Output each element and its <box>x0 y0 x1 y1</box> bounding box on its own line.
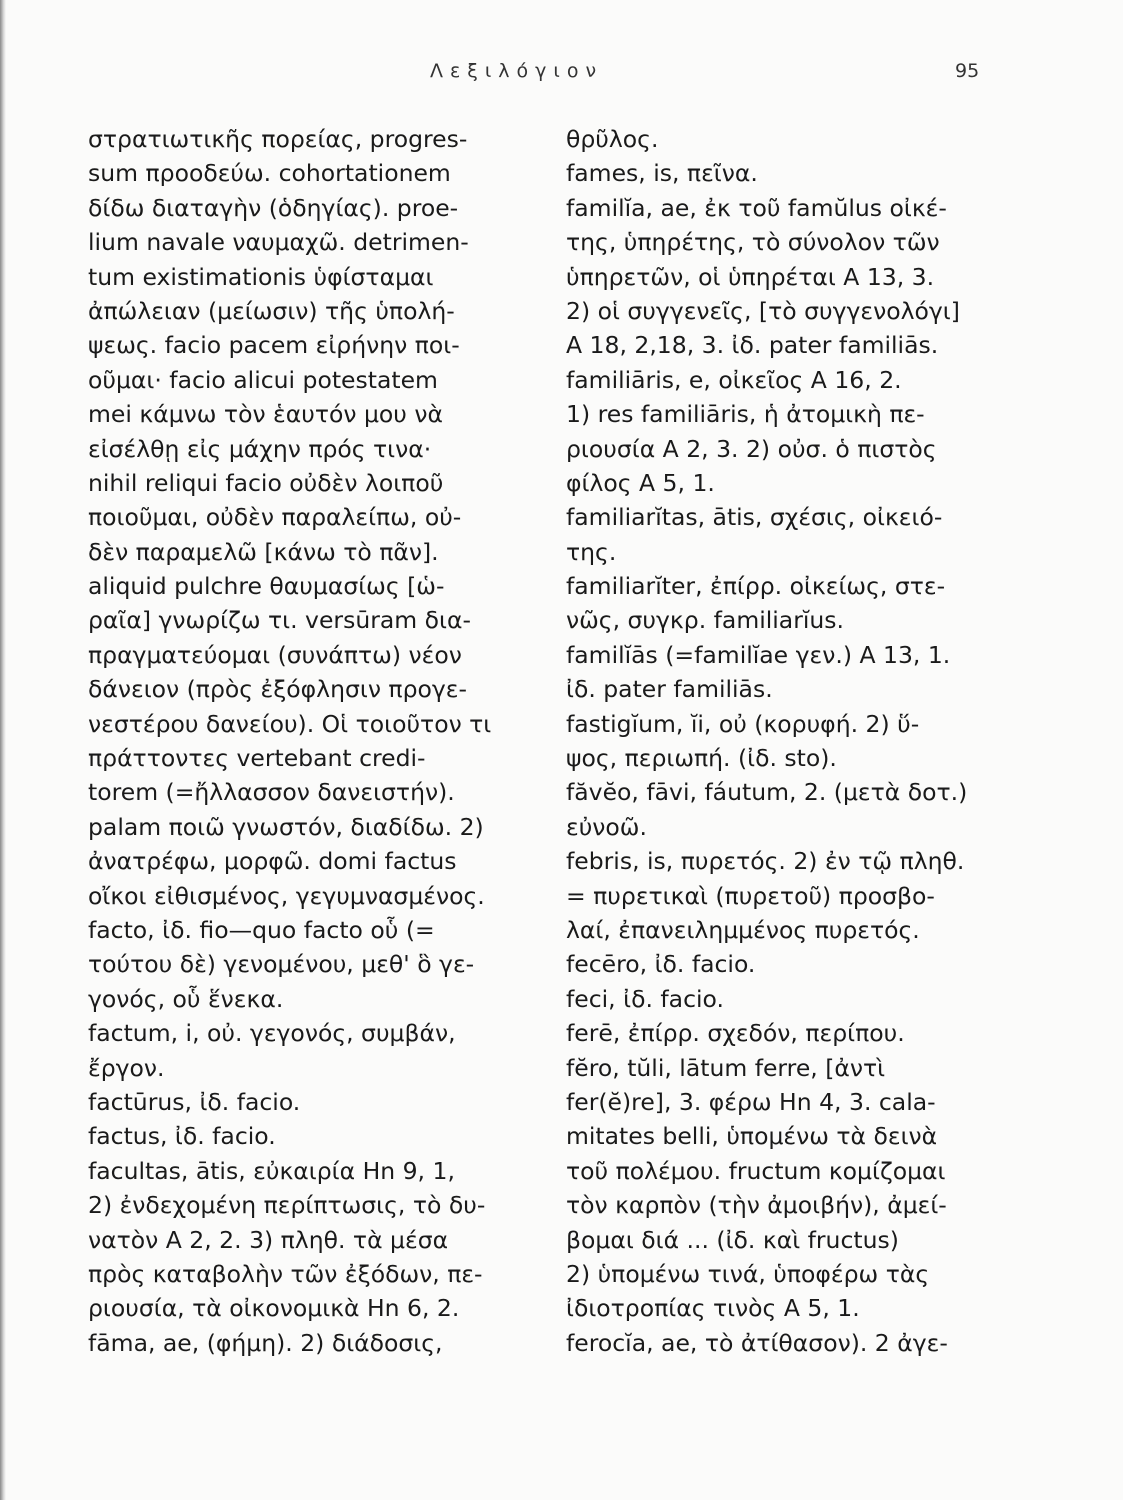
text-line: ὑπηρετῶν, οἱ ὑπηρέται A 13, 3. <box>566 262 935 291</box>
text-line: făvĕo, fāvi, fáutum, 2. (μετὰ δοτ.) <box>566 778 968 807</box>
text-line: πράττοντες vertebant credi- <box>88 744 426 773</box>
text-line: factum, i, οὐ. γεγονός, συμβάν, <box>88 1019 456 1048</box>
right-column <box>566 122 996 1360</box>
text-line: τοῦ πολέμου. fructum κομίζομαι <box>566 1156 946 1185</box>
text-line: factus, ἰδ. facio. <box>88 1122 276 1151</box>
text-line: febris, is, πυρετός. 2) ἐν τῷ πληθ. <box>566 847 965 876</box>
text-line: νεστέρου δανείου). Οἱ τοιοῦτον τι <box>88 709 492 738</box>
text-line: ψεως. facio pacem εἰρήνην ποι- <box>88 331 460 360</box>
text-line: nihil reliqui facio οὐδὲν λοιποῦ <box>88 468 444 497</box>
text-line: ραῖα] γνωρίζω τι. versūram δια- <box>88 606 471 635</box>
text-line: 1) res familiāris, ἡ ἀτομικὴ πε- <box>566 400 925 429</box>
text-line: φίλος A 5, 1. <box>566 468 715 497</box>
text-line: fer(ĕ)re], 3. φέρω Hn 4, 3. cala- <box>566 1087 936 1116</box>
text-line: ferocĭa, ae, τὸ ἀτίθασον). 2 ἀγε- <box>566 1328 948 1357</box>
text-line: facto, ἰδ. fio—quo facto οὗ (= <box>88 915 435 944</box>
text-line: ἰδιοτροπίας τινὸς A 5, 1. <box>566 1294 860 1323</box>
page-edge-shadow <box>0 0 6 1500</box>
text-line: ἀνατρέφω, μορφῶ. domi factus <box>88 847 457 876</box>
text-line: νῶς, συγκρ. familiarĭus. <box>566 606 844 635</box>
text-line: facultas, ātis, εὐκαιρία Hn 9, 1, <box>88 1156 455 1185</box>
running-head-title: Λεξιλόγιον <box>430 60 604 82</box>
text-line: familĭa, ae, ἐκ τοῦ famŭlus οἰκέ- <box>566 193 947 222</box>
text-line: ἰδ. pater familiās. <box>566 675 773 704</box>
text-line: fames, is, πεῖνα. <box>566 159 758 188</box>
text-line: aliquid pulchre θαυμασίως [ὡ- <box>88 572 445 601</box>
text-line: 2) ὑπομένω τινά, ὑποφέρω τὰς <box>566 1259 930 1288</box>
text-line: 2) ἐνδεχομένη περίπτωσις, τὸ δυ- <box>88 1191 486 1220</box>
text-line: ἔργον. <box>88 1053 165 1082</box>
text-line: βομαι διά ... (ἰδ. καὶ fructus) <box>566 1225 899 1254</box>
text-line: ferē, ἐπίρρ. σχεδόν, περίπου. <box>566 1019 905 1048</box>
text-line: fastigĭum, ĭi, οὐ (κορυφή. 2) ὕ- <box>566 709 920 738</box>
text-line: fecēro, ἰδ. facio. <box>566 950 756 979</box>
text-line: torem (=ἤλλασσον δανειστήν). <box>88 778 455 807</box>
text-line: ποιοῦμαι, οὐδὲν παραλείπω, οὐ- <box>88 503 462 532</box>
text-line: της, ὑπηρέτης, τὸ σύνολον τῶν <box>566 228 940 257</box>
text-line: mei κάμνω τὸν ἑαυτόν μου νὰ <box>88 400 443 429</box>
text-line: ριουσία, τὰ οἰκονομικὰ Hn 6, 2. <box>88 1294 460 1323</box>
text-line: δάνειον (πρὸς ἐξόφλησιν προγε- <box>88 675 467 704</box>
text-line: θρῦλος. <box>566 125 659 153</box>
text-line: νατὸν A 2, 2. 3) πληθ. τὰ μέσα <box>88 1225 449 1254</box>
text-line: οἴκοι εἰθισμένος, γεγυμνασμένος. <box>88 881 485 910</box>
page-number: 95 <box>955 60 980 82</box>
text-line: factūrus, ἰδ. facio. <box>88 1087 301 1116</box>
text-line: fĕro, tŭli, lātum ferre, [ἀντὶ <box>566 1053 886 1082</box>
text-line: familiāris, e, οἰκεῖος A 16, 2. <box>566 365 902 394</box>
text-line: lium navale ναυμαχῶ. detrimen- <box>88 228 469 257</box>
text-line: familiarĭter, ἐπίρρ. οἰκείως, στε- <box>566 572 946 601</box>
text-line: fāma, ae, (φήμη). 2) διάδοσις, <box>88 1328 443 1357</box>
text-line: πρὸς καταβολὴν τῶν ἐξόδων, πε- <box>88 1259 483 1288</box>
text-line: ριουσία A 2, 3. 2) οὐσ. ὁ πιστὸς <box>566 434 937 463</box>
text-line: γονός, οὗ ἕνεκα. <box>88 984 284 1013</box>
text-line: 2) οἱ συγγενεῖς, [τὸ συγγενολόγι] <box>566 296 960 325</box>
text-line: mitates belli, ὑπομένω τὰ δεινὰ <box>566 1122 938 1151</box>
text-line: λαί, ἐπανειλημμένος πυρετός. <box>566 915 920 944</box>
text-line: οῦμαι· facio alicui potestatem <box>88 365 438 394</box>
text-line: tum existimationis ὑφίσταμαι <box>88 262 434 291</box>
text-line: ψος, περιωπή. (ἰδ. sto). <box>566 744 837 773</box>
text-line: εἰσέλθῃ εἰς μάχην πρός τινα· <box>88 434 432 463</box>
text-line: δὲν παραμελῶ [κάνω τὸ πᾶν]. <box>88 537 439 566</box>
text-line: sum προοδεύω. cohortationem <box>88 159 451 188</box>
text-line: πραγματεύομαι (συνάπτω) νέον <box>88 640 462 669</box>
left-column <box>88 122 548 1360</box>
text-line: familiarĭtas, ātis, σχέσις, οἰκειό- <box>566 503 943 532</box>
text-line: A 18, 2,18, 3. ἰδ. pater familiās. <box>566 331 939 360</box>
text-line: στρατιωτικῆς πορείας, progres- <box>88 125 468 153</box>
text-line: feci, ἰδ. facio. <box>566 984 724 1013</box>
text-line: familĭās (=familĭae γεν.) A 13, 1. <box>566 640 951 669</box>
text-line: ἀπώλειαν (μείωσιν) τῆς ὑπολή- <box>88 296 455 325</box>
text-line: τὸν καρπὸν (τὴν ἀμοιβήν), ἀμεί- <box>566 1191 947 1220</box>
text-line: = πυρετικαὶ (πυρετοῦ) προσβο- <box>566 881 935 910</box>
text-line: της. <box>566 537 617 566</box>
text-line: εὐνοῶ. <box>566 812 647 841</box>
text-line: palam ποιῶ γνωστόν, διαδίδω. 2) <box>88 812 484 841</box>
text-line: τούτου δὲ) γενομένου, μεθ' ὃ γε- <box>88 950 475 979</box>
text-line: δίδω διαταγὴν (ὁδηγίας). proe- <box>88 193 459 222</box>
